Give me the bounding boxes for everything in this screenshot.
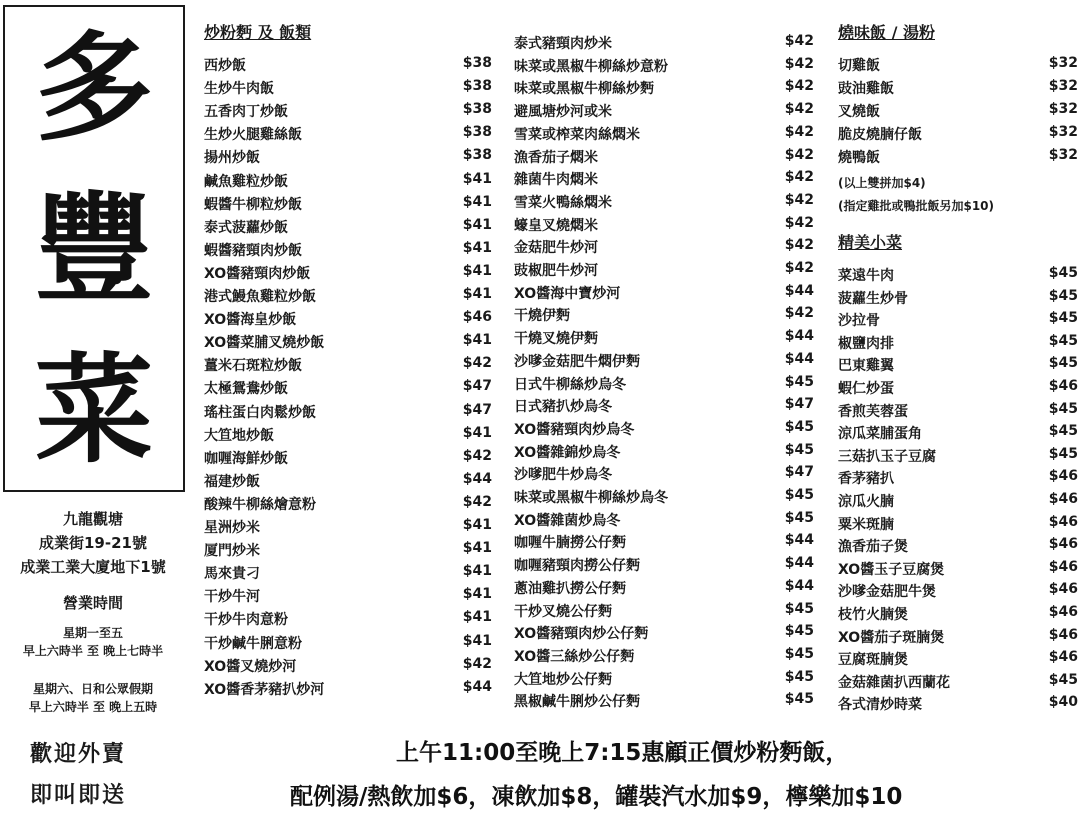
menu-item [204, 194, 492, 216]
menu-item [514, 646, 814, 668]
menu-item-price: $47 [462, 401, 492, 418]
menu-item-price: $41 [462, 540, 492, 557]
menu-item-price: $45 [1048, 400, 1078, 417]
menu-item-name: XO醬茄子斑腩煲 [838, 629, 945, 646]
menu-item [204, 656, 492, 678]
menu-item [838, 468, 1078, 490]
menu-item-name: 干炒牛河 [204, 589, 260, 606]
address-district: 九龍觀塘 [62, 510, 123, 528]
weekend-label: 星期六、日和公眾假期 [32, 682, 153, 696]
menu-item-name: 西炒飯 [204, 58, 246, 74]
menu-item-name: 咖喱海鮮炒飯 [204, 450, 288, 467]
logo-char-1: 多 [34, 17, 153, 157]
menu-item-name: 五香肉丁炒飯 [204, 104, 288, 121]
menu-item-price: $45 [784, 600, 814, 617]
menu-item-name: 干炒牛肉意粉 [204, 612, 288, 629]
menu-item-price: $45 [1048, 310, 1078, 327]
menu-item-price: $45 [1048, 671, 1078, 688]
menu-item-price: $41 [462, 216, 492, 233]
menu-item [514, 464, 814, 486]
menu-item-name: 涼瓜火腩 [838, 494, 894, 510]
menu-item-price: $42 [784, 260, 814, 276]
menu-item-price: $41 [462, 170, 492, 187]
menu-item-name: 蔥油雞扒撈公仔麪 [514, 580, 626, 597]
menu-item-name: 大笪地炒飯 [204, 427, 274, 444]
menu-item [838, 55, 1078, 77]
menu-item [204, 586, 492, 608]
menu-item [514, 260, 814, 282]
menu-item-name: 脆皮燒腩仔飯 [838, 127, 922, 144]
menu-item-name: 干炒鹹牛脷意粉 [204, 635, 302, 652]
menu-item-price: $38 [462, 55, 492, 71]
menu-item-price: $45 [784, 645, 814, 662]
menu-item-price: $32 [1048, 124, 1078, 141]
menu-item-price: $38 [462, 124, 492, 141]
menu-item [514, 351, 814, 373]
menu-item [838, 378, 1078, 400]
menu-item-name: 沙嗲金菇肥牛煲 [838, 584, 936, 601]
menu-item-price: $42 [784, 169, 814, 186]
menu-item [514, 601, 814, 623]
menu-item [838, 604, 1078, 626]
menu-item-price: $42 [784, 123, 814, 140]
menu-item-name: 雪菜或榨菜肉絲燜米 [514, 126, 640, 143]
menu-item-name: 日式豬扒炒烏冬 [514, 399, 612, 416]
menu-item [514, 237, 814, 259]
menu-item [204, 263, 492, 285]
menu-item-name: XO醬雜菌炒烏冬 [514, 512, 621, 529]
menu-item-name: XO醬叉燒炒河 [204, 658, 297, 675]
weekday-label: 星期一至五 [62, 626, 123, 640]
menu-item-name: 涼瓜菜脯蛋角 [838, 426, 922, 443]
menu-item [204, 448, 492, 470]
promo-line-2: 配例湯/熱飲加$6，凍飲加$8，罐裝汽水加$9，檸樂加$10 [290, 784, 903, 810]
menu-item-price: $47 [784, 464, 814, 481]
menu-item-name: 沙嗲肥牛炒烏冬 [514, 467, 612, 484]
menu-item-name: 豆腐斑腩煲 [838, 652, 908, 669]
menu-item [838, 627, 1078, 649]
menu-item [514, 215, 814, 237]
menu-item-price: $42 [462, 447, 492, 464]
menu-item-price: $38 [462, 101, 492, 118]
menu-item-name: 咖喱豬頸肉撈公仔麪 [514, 558, 640, 575]
menu-item-price: $41 [462, 632, 492, 649]
menu-item-name: 太極鴛鴦炒飯 [204, 381, 288, 398]
menu-item [514, 691, 814, 713]
menu-item-price: $46 [462, 309, 492, 326]
menu-item [514, 328, 814, 350]
menu-item-price: $45 [1048, 332, 1078, 349]
menu-item-name: 蝦仁炒蛋 [838, 381, 894, 397]
menu-item [838, 536, 1078, 558]
menu-item-price: $42 [784, 214, 814, 231]
menu-item-name: 福建炒飯 [204, 473, 260, 490]
takeaway-welcome: 歡迎外賣 [30, 742, 127, 767]
menu-item [204, 471, 492, 493]
menu-item [838, 78, 1078, 100]
menu-item-name: 味菜或黑椒牛柳絲炒烏冬 [514, 490, 668, 506]
menu-item-name: 酸辣牛柳絲燴意粉 [204, 496, 316, 513]
menu-item-price: $42 [784, 305, 814, 322]
menu-item [838, 491, 1078, 513]
menu-item [204, 78, 492, 100]
menu-item-name: 干燒伊麪 [514, 308, 570, 325]
menu-item-name: XO醬豬頸肉炒公仔麪 [514, 626, 649, 643]
menu-item-price: $42 [462, 655, 492, 672]
menu-item [204, 378, 492, 400]
menu-item-price: $41 [462, 563, 492, 580]
menu-item [204, 679, 492, 701]
promo-line-1: 上午11:00至晚上7:15惠顧正價炒粉麪飯， [396, 740, 849, 766]
menu-item-name: 金菇雜菌扒西蘭花 [838, 674, 950, 691]
menu-item-price: $45 [784, 418, 814, 435]
menu-item-name: 菠蘿生炒骨 [838, 290, 908, 307]
menu-item [204, 355, 492, 377]
menu-item [514, 487, 814, 509]
menu-item [838, 559, 1078, 581]
menu-item [514, 374, 814, 396]
menu-item-price: $44 [784, 350, 814, 367]
menu-item [514, 532, 814, 554]
section-heading-fried-rice: 炒粉麪 及 飯類 [204, 23, 312, 42]
menu-item-price: $41 [462, 424, 492, 441]
menu-item-price: $46 [1048, 604, 1078, 620]
menu-item-name: 星洲炒米 [204, 520, 260, 536]
menu-item-name: 豉椒肥牛炒河 [514, 263, 598, 279]
address-street: 成業街19-21號 [39, 534, 147, 552]
menu-item-price: $38 [462, 147, 492, 164]
menu-item [514, 305, 814, 327]
menu-item [204, 425, 492, 447]
menu-item-name: XO醬海中寶炒河 [514, 285, 621, 302]
menu-item [838, 649, 1078, 671]
menu-item [204, 124, 492, 146]
menu-item-name: 枝竹火腩煲 [838, 607, 908, 623]
weekday-time: 早上六時半 至 晚上七時半 [22, 644, 164, 658]
menu-item-price: $45 [784, 487, 814, 503]
menu-item-price: $44 [462, 470, 492, 487]
menu-item-price: $45 [784, 668, 814, 685]
menu-item-name: 生炒牛肉飯 [204, 81, 274, 98]
menu-item [514, 623, 814, 645]
menu-item [204, 332, 492, 354]
menu-item-name: 瑤柱蛋白肉鬆炒飯 [204, 404, 316, 421]
menu-item [514, 78, 814, 100]
menu-item-name: 味菜或黑椒牛柳絲炒麪 [514, 81, 654, 98]
menu-item [514, 283, 814, 305]
menu-item-name: 大笪地炒公仔麪 [514, 671, 612, 688]
menu-item-price: $45 [1048, 355, 1078, 372]
menu-item [838, 310, 1078, 332]
menu-item-price: $42 [784, 78, 814, 95]
menu-item-price: $41 [462, 286, 492, 302]
menu-item [514, 555, 814, 577]
menu-item-price: $32 [1048, 147, 1078, 164]
menu-item-price: $32 [1048, 55, 1078, 71]
menu-item-price: $46 [1048, 558, 1078, 575]
menu-item-name: 雜菌牛肉燜米 [514, 172, 598, 189]
menu-item-name: XO醬三絲炒公仔麪 [514, 648, 635, 665]
menu-item-price: $44 [784, 328, 814, 345]
menu-item-name: 巴東雞翼 [838, 358, 894, 375]
menu-item [514, 669, 814, 691]
menu-item-price: $45 [784, 623, 814, 640]
menu-item-price: $46 [1048, 536, 1078, 553]
menu-item-price: $45 [784, 373, 814, 390]
menu-item [838, 147, 1078, 169]
menu-item-price: $45 [1048, 287, 1078, 304]
menu-item-name: 泰式菠蘿炒飯 [204, 219, 288, 236]
menu-item [204, 147, 492, 169]
menu-item-name: XO醬玉子豆腐煲 [838, 561, 945, 578]
menu-item [838, 124, 1078, 146]
menu-item [838, 581, 1078, 603]
menu-item-name: 干炒叉燒公仔麪 [514, 603, 612, 620]
menu-item-price: $44 [784, 532, 814, 549]
menu-item-price: $47 [462, 378, 492, 395]
menu-item [514, 396, 814, 418]
menu-item [514, 124, 814, 146]
section-heading-dishes: 精美小菜 [838, 233, 903, 252]
menu-item [204, 609, 492, 631]
menu-item [514, 192, 814, 214]
menu-item-price: $46 [1048, 581, 1078, 598]
menu-item-name: XO醬豬頸肉炒飯 [204, 265, 311, 282]
menu-item-name: 香茅豬扒 [838, 471, 894, 488]
menu-item-price: $32 [1048, 78, 1078, 95]
menu-item-price: $44 [784, 282, 814, 299]
menu-item-name: 三菇扒玉子豆腐 [838, 448, 936, 465]
menu-item-name: 揚州炒飯 [204, 150, 260, 167]
menu-item-name: 菜遠牛肉 [838, 268, 894, 284]
menu-item-price: $45 [1048, 265, 1078, 281]
menu-item-price: $46 [1048, 491, 1078, 507]
menu-item [204, 240, 492, 262]
menu-item [838, 672, 1078, 694]
menu-item [514, 510, 814, 532]
menu-item-price: $42 [462, 493, 492, 510]
menu-item [204, 494, 492, 516]
menu-item-name: 厦門炒米 [204, 543, 260, 560]
menu-item-name: 香煎芙蓉蛋 [838, 403, 908, 420]
menu-item [204, 309, 492, 331]
menu-item-name: 雪菜火鴨絲燜米 [514, 194, 612, 211]
menu-item [204, 286, 492, 308]
menu-item [838, 423, 1078, 445]
menu-item-name: 薑米石斑粒炒飯 [204, 358, 302, 375]
menu-item-price: $41 [462, 239, 492, 256]
section-heading-roast: 燒味飯 / 湯粉 [838, 23, 935, 42]
logo-char-3: 菜 [34, 339, 153, 479]
menu-item-price: $46 [1048, 626, 1078, 643]
menu-item [204, 217, 492, 239]
menu-item [514, 56, 814, 78]
takeaway-delivery: 即叫即送 [30, 783, 127, 808]
menu-item [838, 446, 1078, 468]
menu-item-name: 燒鴨飯 [838, 150, 880, 167]
menu-item-price: $45 [1048, 423, 1078, 440]
menu-item-name: 金菇肥牛炒河 [514, 240, 598, 257]
menu-item-price: $41 [462, 586, 492, 603]
menu-item-price: $45 [784, 441, 814, 458]
menu-item [204, 402, 492, 424]
menu-item-name: 黑椒鹹牛脷炒公仔麪 [514, 694, 640, 711]
menu-item-name: XO醬菜脯叉燒炒飯 [204, 335, 325, 352]
menu-item [514, 101, 814, 123]
menu-item-name: 生炒火腿雞絲飯 [204, 127, 302, 144]
menu-item-price: $40 [1048, 694, 1078, 711]
menu-item-name: XO醬雜錦炒烏冬 [514, 444, 621, 461]
menu-item-price: $32 [1048, 101, 1078, 118]
hours-title: 營業時間 [62, 594, 123, 612]
menu-item-name: 粟米斑腩 [838, 516, 894, 533]
logo-char-2: 豐 [34, 178, 153, 318]
menu-item [838, 514, 1078, 536]
menu-item-price: $41 [462, 193, 492, 210]
menu-item-price: $42 [784, 237, 814, 254]
address-building: 成業工業大廈地下1號 [20, 558, 166, 576]
menu-item-price: $44 [784, 577, 814, 594]
menu-item-price: $41 [462, 517, 492, 533]
menu-item-price: $41 [462, 262, 492, 279]
menu-item-name: 蝦醬豬頸肉炒飯 [204, 242, 302, 259]
menu-item-price: $42 [784, 191, 814, 208]
menu-item-price: $41 [462, 609, 492, 626]
menu-item-name: 味菜或黑椒牛柳絲炒意粉 [514, 58, 668, 75]
menu-item [204, 633, 492, 655]
menu-item-name: 避風塘炒河或米 [514, 104, 612, 121]
menu-item-price: $42 [784, 101, 814, 118]
menu-item-price: $46 [1048, 378, 1078, 394]
menu-item-name: 鹹魚雞粒炒飯 [204, 173, 288, 190]
menu-item [838, 288, 1078, 310]
menu-item [838, 694, 1078, 716]
menu-item-name: 日式牛柳絲炒烏冬 [514, 376, 626, 393]
menu-item-price: $45 [784, 691, 814, 708]
menu-item-name: 泰式豬頸肉炒米 [514, 36, 612, 52]
menu-item-price: $46 [1048, 468, 1078, 485]
menu-item-price: $45 [784, 509, 814, 526]
menu-item-name: 馬來貴刁 [204, 566, 260, 583]
menu-item-name: XO醬海皇炒飯 [204, 312, 297, 329]
menu-item-name: 切雞飯 [838, 58, 880, 74]
menu-item-name: 漁香茄子燜米 [514, 149, 598, 166]
menu-item [204, 101, 492, 123]
menu-item-price: $46 [1048, 649, 1078, 666]
menu-item-name: 蝦醬牛柳粒炒飯 [204, 196, 302, 213]
menu-item [514, 33, 814, 55]
menu-item-price: $44 [784, 555, 814, 572]
roast-note-extra: (指定雞批或鴨批飯另加$10) [838, 199, 995, 213]
menu-item-price: $46 [1048, 513, 1078, 530]
menu-item-price: $42 [784, 33, 814, 49]
weekend-time: 早上六時半 至 晚上五時 [28, 700, 158, 714]
menu-item [514, 578, 814, 600]
menu-item-name: 漁香茄子煲 [838, 539, 908, 556]
menu-item-name: 咖喱牛腩撈公仔麪 [514, 535, 626, 552]
menu-item-name: 豉油雞飯 [838, 81, 894, 98]
menu-item [838, 333, 1078, 355]
restaurant-logo [3, 5, 185, 492]
menu-item-price: $38 [462, 78, 492, 95]
menu-item-price: $41 [462, 332, 492, 349]
menu-item-name: 港式鰻魚雞粒炒飯 [204, 289, 316, 305]
menu-item-price: $45 [1048, 445, 1078, 462]
menu-item [204, 55, 492, 77]
menu-item [838, 355, 1078, 377]
menu-item [204, 540, 492, 562]
menu-item [514, 442, 814, 464]
menu-item-price: $44 [462, 678, 492, 695]
menu-item [204, 171, 492, 193]
menu-item [514, 147, 814, 169]
menu-item-price: $42 [784, 55, 814, 72]
menu-item-name: 各式清炒時菜 [838, 697, 922, 714]
menu-item [838, 401, 1078, 423]
menu-item [514, 419, 814, 441]
menu-item [204, 563, 492, 585]
menu-item-name: 沙拉骨 [838, 313, 880, 330]
menu-item [838, 265, 1078, 287]
menu-item [838, 101, 1078, 123]
menu-item-name: XO醬豬頸肉炒烏冬 [514, 421, 635, 438]
menu-item-name: 沙嗲金菇肥牛燜伊麪 [514, 353, 640, 370]
menu-item-name: 干燒叉燒伊麪 [514, 331, 598, 348]
menu-item-name: 叉燒飯 [838, 104, 880, 121]
menu-item-name: 蠔皇叉燒燜米 [514, 217, 598, 234]
menu-item [204, 517, 492, 539]
menu-item-name: 椒鹽肉排 [838, 335, 894, 352]
menu-item-name: XO醬香茅豬扒炒河 [204, 681, 325, 698]
menu-item-price: $42 [784, 146, 814, 163]
roast-note-combo: (以上雙拼加$4) [838, 176, 926, 190]
menu-item-price: $47 [784, 396, 814, 413]
menu-item [514, 169, 814, 191]
menu-item-price: $42 [462, 355, 492, 372]
